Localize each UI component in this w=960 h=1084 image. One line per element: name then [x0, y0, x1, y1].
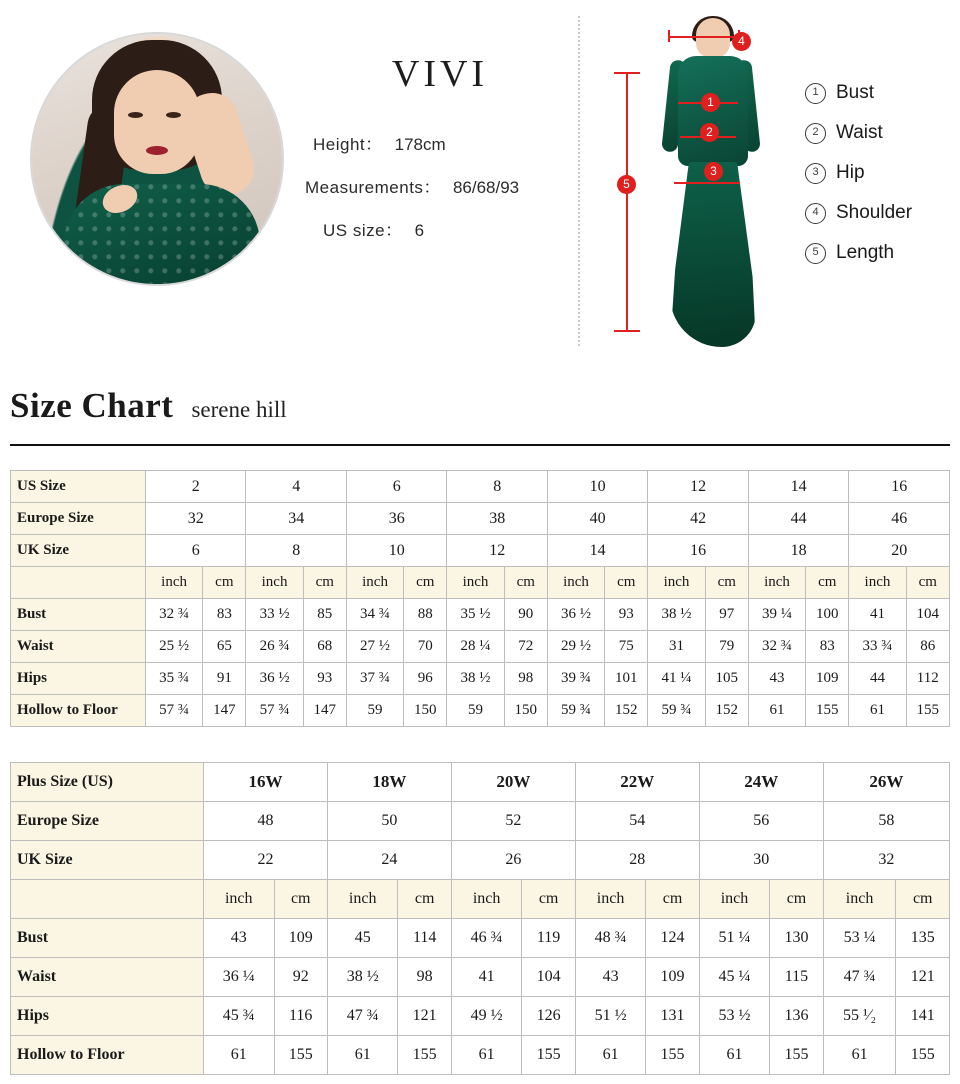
table-cell: 124 — [646, 919, 699, 958]
table-cell: 147 — [203, 695, 246, 727]
unit-row-spacer — [11, 567, 146, 599]
table-cell: 48 ¾ — [575, 919, 646, 958]
table-cell: 6 — [346, 471, 446, 503]
table-cell: 26 ¾ — [246, 631, 303, 663]
table-cell: 26W — [823, 763, 949, 802]
table-cell: 44 — [748, 503, 848, 535]
legend-item-hip — [805, 162, 955, 184]
badge-shoulder: 4 — [732, 32, 751, 51]
model-measurements-label: Measurements： — [305, 178, 441, 197]
table-cell: 141 — [896, 997, 950, 1036]
legend-number-icon: 3 — [805, 163, 826, 184]
table-cell: 155 — [770, 1036, 823, 1075]
shoulder-measure-line — [668, 36, 740, 38]
table-cell: 34 — [246, 503, 346, 535]
table-cell: 109 — [646, 958, 699, 997]
table-cell: 30 — [699, 841, 823, 880]
table-cell: 34 ¾ — [346, 599, 403, 631]
row-label-waist: Waist — [11, 631, 146, 663]
legend-label-hip: Hip — [836, 162, 865, 183]
row-label-uk-size: UK Size — [11, 841, 204, 880]
photo-lips-shape — [146, 146, 168, 155]
model-ussize-label: US size： — [323, 221, 403, 240]
table-cell: 39 ¼ — [748, 599, 805, 631]
unit-cell: cm — [274, 880, 327, 919]
table-cell: 25 ½ — [146, 631, 203, 663]
table-cell: 35 ½ — [447, 599, 504, 631]
table-cell: 59 ¾ — [547, 695, 604, 727]
table-cell: 96 — [404, 663, 447, 695]
unit-cell: cm — [404, 567, 447, 599]
unit-cell: cm — [906, 567, 949, 599]
table-cell: 14 — [547, 535, 647, 567]
table-cell: 36 ½ — [246, 663, 303, 695]
table-cell: 42 — [648, 503, 748, 535]
table-cell: 50 — [327, 802, 451, 841]
table-cell: 46 ¾ — [451, 919, 522, 958]
table-cell: 83 — [203, 599, 246, 631]
unit-cell: cm — [605, 567, 648, 599]
model-height-row — [305, 130, 575, 155]
table-cell: 53 ½ — [699, 997, 770, 1036]
table-cell: 18W — [327, 763, 451, 802]
unit-cell: cm — [522, 880, 575, 919]
row-label-hips: Hips — [11, 663, 146, 695]
table-cell: 10 — [346, 535, 446, 567]
table-cell: 24 — [327, 841, 451, 880]
table-cell: 85 — [303, 599, 346, 631]
table-cell: 61 — [823, 1036, 896, 1075]
table-cell: 26 — [451, 841, 575, 880]
model-ussize-row — [305, 216, 575, 241]
row-label-uk-size: UK Size — [11, 535, 146, 567]
table-cell: 88 — [404, 599, 447, 631]
table-cell: 98 — [398, 958, 451, 997]
table-cell: 93 — [303, 663, 346, 695]
table-cell: 56 — [699, 802, 823, 841]
table-cell: 16 — [648, 535, 748, 567]
table-cell: 47 ¾ — [327, 997, 398, 1036]
table-cell: 14 — [748, 471, 848, 503]
table-cell: 36 ¼ — [204, 958, 275, 997]
table-cell: 79 — [705, 631, 748, 663]
legend-number-icon: 4 — [805, 203, 826, 224]
hip-measure-line — [674, 182, 740, 184]
length-measure-cap-bottom — [614, 330, 640, 332]
table-row-units — [11, 567, 950, 599]
table-cell: 112 — [906, 663, 949, 695]
legend-item-bust — [805, 82, 955, 104]
table-cell: 45 ¾ — [204, 997, 275, 1036]
measurement-legend — [805, 82, 955, 282]
length-measure-line — [626, 72, 628, 330]
table-cell: 16W — [204, 763, 328, 802]
table-cell: 155 — [522, 1036, 575, 1075]
plus-size-table — [10, 762, 950, 1075]
table-cell: 43 — [575, 958, 646, 997]
row-label-bust: Bust — [11, 919, 204, 958]
table-cell: 49 ½ — [451, 997, 522, 1036]
badge-hip: 3 — [704, 162, 723, 181]
table-cell: 53 ¼ — [823, 919, 896, 958]
row-label-us-size: US Size — [11, 471, 146, 503]
table-cell: 45 — [327, 919, 398, 958]
table-cell: 37 ¾ — [346, 663, 403, 695]
legend-item-waist — [805, 122, 955, 144]
table-cell: 32 — [823, 841, 949, 880]
table-cell: 16 — [849, 471, 950, 503]
unit-cell: inch — [451, 880, 522, 919]
table-cell: 55 ¹⁄₂ — [823, 997, 896, 1036]
table-cell: 35 ¾ — [146, 663, 203, 695]
table-cell: 61 — [327, 1036, 398, 1075]
table-cell: 91 — [203, 663, 246, 695]
table-cell: 27 ½ — [346, 631, 403, 663]
model-photo — [30, 32, 284, 286]
table-cell: 8 — [246, 535, 346, 567]
table-cell: 47 ¾ — [823, 958, 896, 997]
table-cell: 155 — [896, 1036, 950, 1075]
table-cell: 135 — [896, 919, 950, 958]
table-cell: 46 — [849, 503, 950, 535]
unit-cell: inch — [146, 567, 203, 599]
table-cell: 130 — [770, 919, 823, 958]
table-cell: 57 ¾ — [246, 695, 303, 727]
row-label-europe-size: Europe Size — [11, 503, 146, 535]
standard-size-table — [10, 470, 950, 727]
plus-size-table-wrap — [10, 762, 950, 1075]
measurement-diagram — [600, 10, 810, 355]
table-cell: 20W — [451, 763, 575, 802]
table-cell: 97 — [705, 599, 748, 631]
table-cell: 22 — [204, 841, 328, 880]
row-label-hips: Hips — [11, 997, 204, 1036]
row-label-hollow-to-floor: Hollow to Floor — [11, 1036, 204, 1075]
table-row — [11, 802, 950, 841]
diagram-skirt-shape — [670, 162, 756, 347]
table-cell: 115 — [770, 958, 823, 997]
table-cell: 28 — [575, 841, 699, 880]
table-cell: 90 — [504, 599, 547, 631]
table-cell: 59 ¾ — [648, 695, 705, 727]
table-cell: 92 — [274, 958, 327, 997]
table-cell: 104 — [522, 958, 575, 997]
legend-item-length — [805, 242, 955, 264]
table-row — [11, 997, 950, 1036]
photo-eye-right-shape — [166, 112, 181, 118]
unit-cell: inch — [327, 880, 398, 919]
table-cell: 59 — [447, 695, 504, 727]
table-cell: 10 — [547, 471, 647, 503]
table-cell: 45 ¼ — [699, 958, 770, 997]
unit-cell: cm — [806, 567, 849, 599]
table-cell: 68 — [303, 631, 346, 663]
table-row — [11, 471, 950, 503]
unit-cell: inch — [849, 567, 906, 599]
table-row — [11, 535, 950, 567]
table-cell: 40 — [547, 503, 647, 535]
table-cell: 98 — [504, 663, 547, 695]
page-title: Size Chart — [10, 386, 174, 425]
table-cell: 83 — [806, 631, 849, 663]
table-row — [11, 763, 950, 802]
table-cell: 36 — [346, 503, 446, 535]
heading-divider — [10, 444, 950, 446]
table-cell: 41 — [451, 958, 522, 997]
unit-cell: inch — [575, 880, 646, 919]
table-cell: 41 — [849, 599, 906, 631]
table-cell: 22W — [575, 763, 699, 802]
table-cell: 147 — [303, 695, 346, 727]
table-cell: 155 — [398, 1036, 451, 1075]
table-cell: 4 — [246, 471, 346, 503]
model-height-label: Height： — [313, 135, 383, 154]
table-cell: 43 — [204, 919, 275, 958]
unit-cell: cm — [770, 880, 823, 919]
model-ussize-value: 6 — [414, 221, 425, 240]
table-cell: 51 ½ — [575, 997, 646, 1036]
unit-cell: inch — [246, 567, 303, 599]
table-cell: 38 ½ — [648, 599, 705, 631]
table-cell: 155 — [806, 695, 849, 727]
table-cell: 109 — [274, 919, 327, 958]
legend-item-shoulder — [805, 202, 955, 224]
table-cell: 6 — [146, 535, 246, 567]
table-cell: 12 — [447, 535, 547, 567]
table-cell: 51 ¼ — [699, 919, 770, 958]
table-cell: 18 — [748, 535, 848, 567]
table-cell: 29 ½ — [547, 631, 604, 663]
row-label-waist: Waist — [11, 958, 204, 997]
table-cell: 38 — [447, 503, 547, 535]
legend-number-icon: 2 — [805, 123, 826, 144]
model-measurements-row — [305, 173, 575, 198]
unit-cell: cm — [705, 567, 748, 599]
photo-eye-left-shape — [128, 112, 143, 118]
table-cell: 72 — [504, 631, 547, 663]
table-row — [11, 1036, 950, 1075]
table-cell: 155 — [906, 695, 949, 727]
table-cell: 61 — [575, 1036, 646, 1075]
table-cell: 41 ¼ — [648, 663, 705, 695]
legend-label-bust: Bust — [836, 82, 875, 103]
row-label-bust: Bust — [11, 599, 146, 631]
table-cell: 119 — [522, 919, 575, 958]
table-cell: 28 ¼ — [447, 631, 504, 663]
unit-cell: cm — [646, 880, 699, 919]
unit-cell: cm — [203, 567, 246, 599]
standard-size-table-wrap — [10, 470, 950, 727]
table-row — [11, 631, 950, 663]
table-row — [11, 841, 950, 880]
unit-cell: inch — [204, 880, 275, 919]
row-label-plus-size: Plus Size (US) — [11, 763, 204, 802]
table-cell: 38 ½ — [447, 663, 504, 695]
table-cell: 59 — [346, 695, 403, 727]
table-cell: 61 — [849, 695, 906, 727]
unit-cell: cm — [398, 880, 451, 919]
table-cell: 65 — [203, 631, 246, 663]
vertical-dotted-divider — [578, 16, 581, 346]
table-cell: 101 — [605, 663, 648, 695]
table-cell: 48 — [204, 802, 328, 841]
table-cell: 116 — [274, 997, 327, 1036]
unit-cell: inch — [699, 880, 770, 919]
table-cell: 114 — [398, 919, 451, 958]
table-row — [11, 695, 950, 727]
table-row — [11, 958, 950, 997]
table-cell: 136 — [770, 997, 823, 1036]
model-photo-image — [32, 34, 282, 284]
table-cell: 61 — [451, 1036, 522, 1075]
legend-number-icon: 1 — [805, 83, 826, 104]
table-cell: 33 ¾ — [849, 631, 906, 663]
table-cell: 93 — [605, 599, 648, 631]
diagram-dress-figure — [652, 16, 770, 346]
row-label-europe-size: Europe Size — [11, 802, 204, 841]
table-row-units — [11, 880, 950, 919]
diagram-head-shape — [696, 18, 730, 58]
table-cell: 61 — [748, 695, 805, 727]
unit-cell: cm — [896, 880, 950, 919]
table-cell: 36 ½ — [547, 599, 604, 631]
table-cell: 121 — [398, 997, 451, 1036]
badge-waist: 2 — [700, 123, 719, 142]
table-cell: 44 — [849, 663, 906, 695]
shoulder-measure-cap-left — [668, 30, 670, 42]
table-cell: 109 — [806, 663, 849, 695]
length-measure-cap-top — [614, 72, 640, 74]
table-cell: 61 — [204, 1036, 275, 1075]
model-height-value: 178cm — [394, 135, 446, 154]
unit-cell: cm — [303, 567, 346, 599]
table-cell: 100 — [806, 599, 849, 631]
unit-cell: inch — [547, 567, 604, 599]
table-cell: 31 — [648, 631, 705, 663]
table-cell: 32 ¾ — [146, 599, 203, 631]
row-label-hollow-to-floor: Hollow to Floor — [11, 695, 146, 727]
page-subtitle: serene hill — [191, 397, 287, 422]
table-cell: 155 — [274, 1036, 327, 1075]
table-cell: 155 — [646, 1036, 699, 1075]
table-cell: 52 — [451, 802, 575, 841]
table-cell: 2 — [146, 471, 246, 503]
unit-cell: inch — [346, 567, 403, 599]
badge-bust: 1 — [701, 93, 720, 112]
brand-name: VIVI — [391, 53, 489, 95]
badge-length: 5 — [617, 175, 636, 194]
table-cell: 24W — [699, 763, 823, 802]
model-measurements-value: 86/68/93 — [452, 178, 520, 197]
table-cell: 8 — [447, 471, 547, 503]
size-chart-heading — [10, 386, 287, 426]
table-cell: 152 — [705, 695, 748, 727]
table-cell: 32 — [146, 503, 246, 535]
table-cell: 39 ¾ — [547, 663, 604, 695]
table-cell: 150 — [404, 695, 447, 727]
table-cell: 150 — [504, 695, 547, 727]
unit-cell: inch — [748, 567, 805, 599]
unit-cell: inch — [447, 567, 504, 599]
legend-label-waist: Waist — [836, 122, 883, 143]
table-cell: 152 — [605, 695, 648, 727]
table-cell: 32 ¾ — [748, 631, 805, 663]
legend-label-shoulder: Shoulder — [836, 202, 913, 223]
table-cell: 126 — [522, 997, 575, 1036]
table-cell: 58 — [823, 802, 949, 841]
table-cell: 75 — [605, 631, 648, 663]
table-row — [11, 663, 950, 695]
table-cell: 20 — [849, 535, 950, 567]
table-cell: 104 — [906, 599, 949, 631]
legend-number-icon: 5 — [805, 243, 826, 264]
table-cell: 33 ½ — [246, 599, 303, 631]
table-row — [11, 503, 950, 535]
legend-label-length: Length — [836, 242, 895, 263]
table-cell: 131 — [646, 997, 699, 1036]
brand-spec-block — [305, 52, 575, 259]
table-cell: 105 — [705, 663, 748, 695]
table-cell: 57 ¾ — [146, 695, 203, 727]
table-cell: 61 — [699, 1036, 770, 1075]
table-row — [11, 919, 950, 958]
unit-cell: inch — [823, 880, 896, 919]
table-cell: 38 ½ — [327, 958, 398, 997]
table-cell: 121 — [896, 958, 950, 997]
table-row — [11, 599, 950, 631]
table-cell: 86 — [906, 631, 949, 663]
table-cell: 54 — [575, 802, 699, 841]
photo-dress-shape — [64, 184, 260, 286]
table-cell: 43 — [748, 663, 805, 695]
unit-row-spacer — [11, 880, 204, 919]
model-info-section — [0, 0, 960, 360]
unit-cell: cm — [504, 567, 547, 599]
table-cell: 70 — [404, 631, 447, 663]
table-cell: 12 — [648, 471, 748, 503]
unit-cell: inch — [648, 567, 705, 599]
